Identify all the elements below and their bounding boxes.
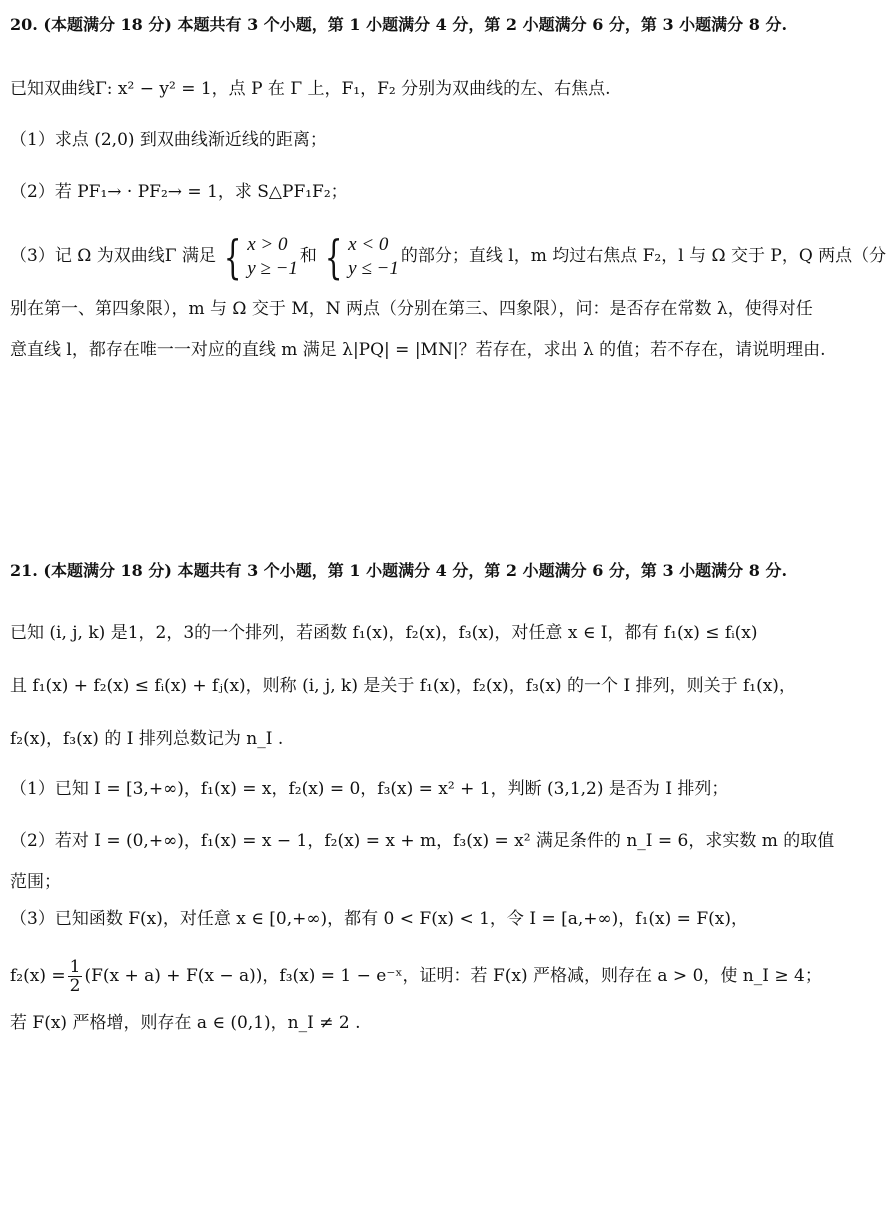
q21-part3-line2-b: (F(x + a) + F(x − a))，f₃(x) = 1 − e⁻ˣ，证明：若 F(x) 严格减，则存在 a > 0，使 n_I ≥ 4； <box>84 966 822 986</box>
q21-part1: （1）已知 I = [3,+∞)，f₁(x) = x，f₂(x) = 0，f₃(x) = x² + 1，判断 (3,1,2) 是否为 I 排列； <box>10 779 729 799</box>
q21-fraction-numerator: 1 <box>69 957 81 977</box>
q20-part1: （1）求点 (2,0) 到双曲线渐近线的距离； <box>10 130 327 150</box>
q20-part3-and: 和 <box>299 246 317 266</box>
q20-sys1-row2: y ≥ −1 <box>247 258 298 279</box>
q21-stem-line2: 且 f₁(x) + f₂(x) ≤ fᵢ(x) + fⱼ(x)，则称 (i, j, k) 是关于 f₁(x)，f₂(x)，f₃(x) 的一个 I 排列，则关于 f₁(x)， <box>10 676 796 696</box>
q21-fraction-half <box>68 958 83 995</box>
q20-stem: 已知双曲线Γ: x² − y² = 1，点 P 在 Γ 上，F₁，F₂ 分别为双曲线的左、右焦点. <box>10 79 611 99</box>
q21-header: 21. (本题满分 18 分) 本题共有 3 个小题，第 1 小题满分 4 分，第 2 小题满分 6 分，第 3 小题满分 8 分. <box>10 561 788 580</box>
q20-system-1: { x > 0 y ≥ −1 <box>223 230 298 284</box>
q20-part2: （2）若 PF₁→ · PF₂→ = 1，求 S△PF₁F₂； <box>10 182 348 202</box>
q21-fraction-denominator: 2 <box>69 976 81 996</box>
q20-part3-line2: 别在第一、第四象限），m 与 Ω 交于 M，N 两点（分别在第三、四象限），问：是否存在常数 λ，使得对任 <box>10 299 813 319</box>
q20-part3-before: （3）记 Ω 为双曲线Γ 满足 <box>10 246 216 266</box>
q21-stem-line3: f₂(x)，f₃(x) 的 I 排列总数记为 n_I . <box>10 729 284 749</box>
q20-part3-after: 的部分；直线 l，m 均过右焦点 F₂，l 与 Ω 交于 P，Q 两点（分 <box>400 246 886 266</box>
q21-part3-line3: 若 F(x) 严格增，则存在 a ∈ (0,1)，n_I ≠ 2 . <box>10 1013 361 1033</box>
q20-system-2: { x < 0 y ≤ −1 <box>324 230 399 284</box>
q21-part3-line2-a: f₂(x) = <box>10 966 66 986</box>
q20-part3-line1 <box>10 228 886 284</box>
q21-part2-line2: 范围； <box>10 872 61 892</box>
q21-part3-line2 <box>10 954 822 998</box>
q20-part3-line3: 意直线 l，都存在唯一一对应的直线 m 满足 λ|PQ| = |MN|？若存在，求出 λ 的值；若不存在，请说明理由. <box>10 340 826 360</box>
q20-header: 20. (本题满分 18 分) 本题共有 3 个小题，第 1 小题满分 4 分，第 2 小题满分 6 分，第 3 小题满分 8 分. <box>10 15 788 34</box>
q20-sys2-row1: x < 0 <box>348 234 389 255</box>
q21-stem-line1: 已知 (i, j, k) 是1，2，3的一个排列，若函数 f₁(x)，f₂(x)，f₃(x)，对任意 x ∈ I，都有 f₁(x) ≤ fᵢ(x) <box>10 623 758 643</box>
q21-part2-line1: （2）若对 I = (0,+∞)，f₁(x) = x − 1，f₂(x) = x + m，f₃(x) = x² 满足条件的 n_I = 6，求实数 m 的取值 <box>10 831 835 851</box>
q20-sys1-row1: x > 0 <box>247 234 288 255</box>
q21-part3-line1: （3）已知函数 F(x)，对任意 x ∈ [0,+∞)，都有 0 < F(x) < 1，令 I = [a,+∞)，f₁(x) = F(x)， <box>10 909 748 929</box>
q20-sys2-row2: y ≤ −1 <box>348 258 399 279</box>
